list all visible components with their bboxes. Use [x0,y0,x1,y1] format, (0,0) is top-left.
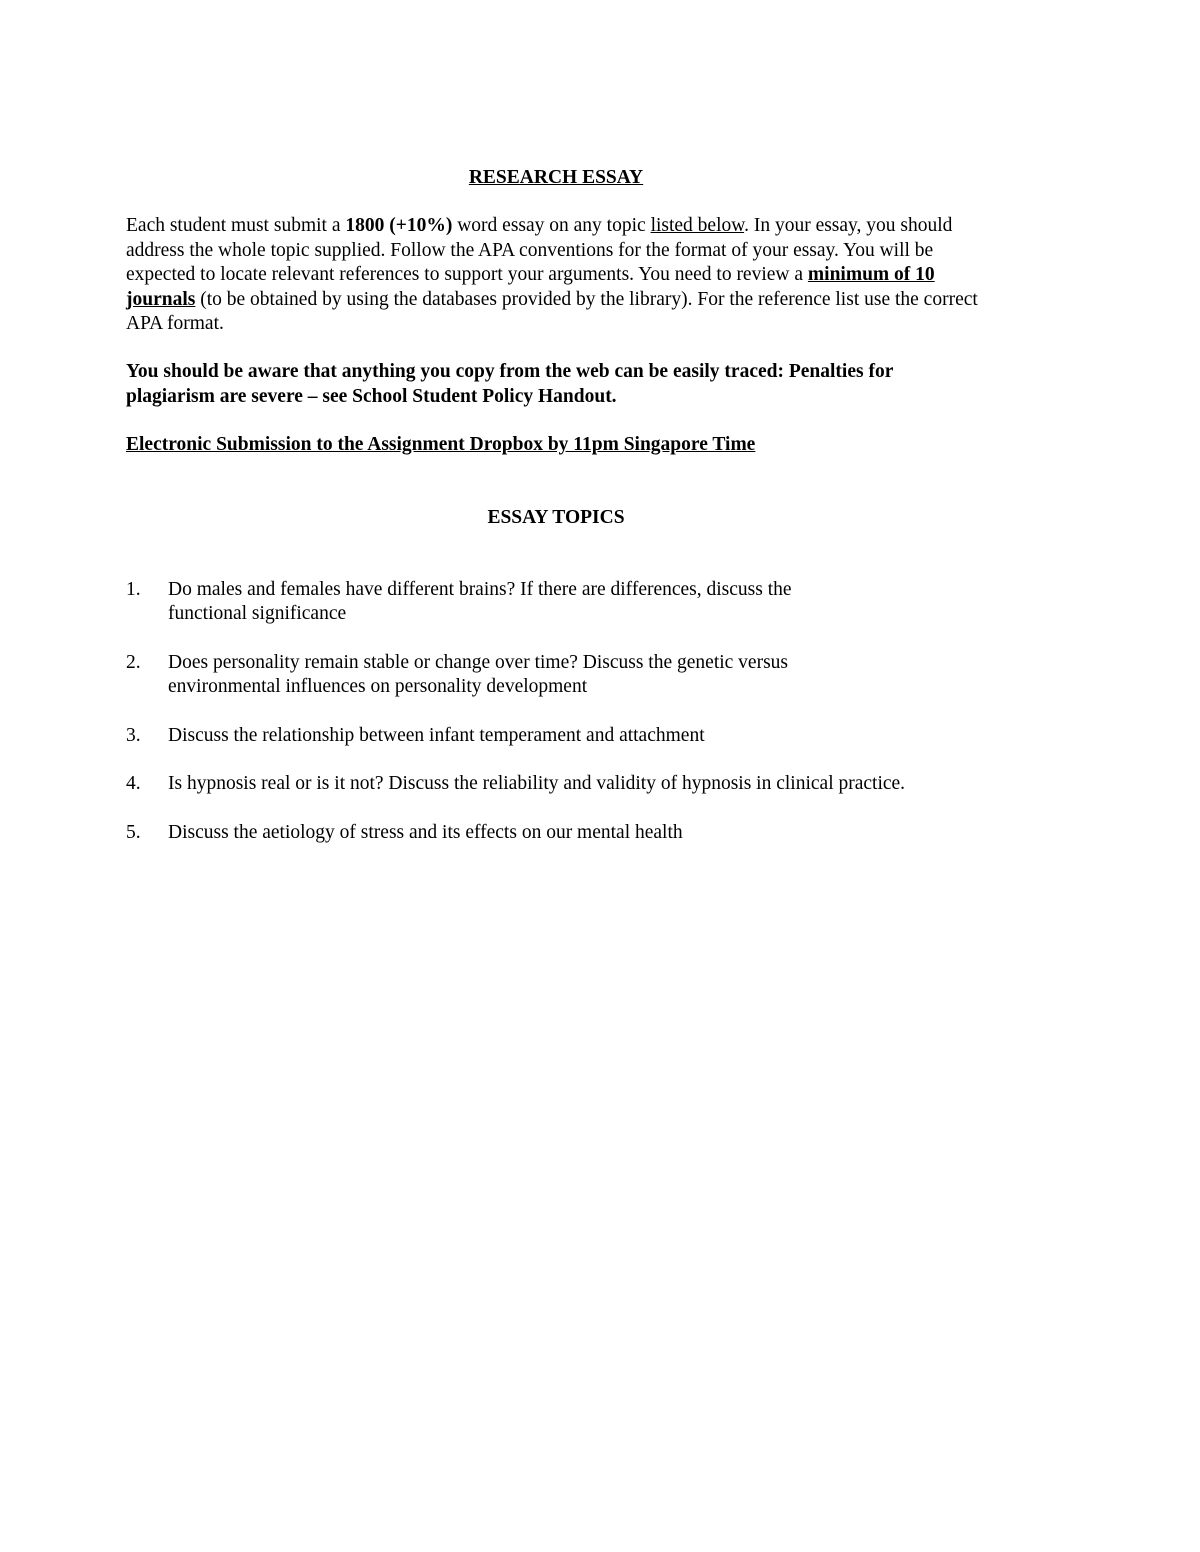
topics-heading: ESSAY TOPICS [487,506,625,528]
intro-text-1: Each student must submit a [126,215,346,237]
intro-text-3: . In your essay, you should address the whole topic supplied. Follow the APA conventions for the format of your essay. You will be expected to locate relevant references to support your arguments. You need to review a [126,215,953,286]
topic-item [126,578,988,627]
topic-item [126,821,988,845]
topic-item [126,724,988,748]
topic-text: Discuss the relationship between infant temperament and attachment [168,724,705,746]
topic-list [126,578,986,845]
document-title: RESEARCH ESSAY [468,167,644,188]
listed-below-text: listed below [650,215,745,237]
topic-text: Does personality remain stable or change over time? Discuss the genetic versus environmental influences on personality development [168,651,789,698]
plagiarism-warning: You should be aware that anything you copy from the web can be easily traced: Penalties for plagiarism are severe – see School Student Policy Handout. [126,361,893,407]
topic-item [126,772,988,796]
document-body [126,166,986,869]
minimum-journals-text: minimum of 10 journals [126,264,935,310]
intro-text-2: word essay on any topic [452,215,651,237]
topic-number: 2. [126,651,141,673]
submission-deadline: Electronic Submission to the Assignment Dropbox by 11pm Singapore Time [126,434,756,456]
topic-item [126,651,988,700]
topic-text: Is hypnosis real or is it not? Discuss the reliability and validity of hypnosis in clinical practice. [168,773,906,795]
topic-text: Do males and females have different brains? If there are differences, discuss the functional significance [168,579,792,625]
intro-paragraph [126,214,986,336]
topic-number: 1. [126,579,141,601]
topic-number: 3. [126,724,141,746]
topic-text: Discuss the aetiology of stress and its effects on our mental health [168,821,683,843]
topic-number: 4. [126,773,141,795]
topic-number: 5. [126,821,141,843]
intro-text-4: (to be obtained by using the databases provided by the library). For the reference list use the correct APA format. [126,288,978,335]
word-count: 1800 (+10%) [345,215,453,237]
